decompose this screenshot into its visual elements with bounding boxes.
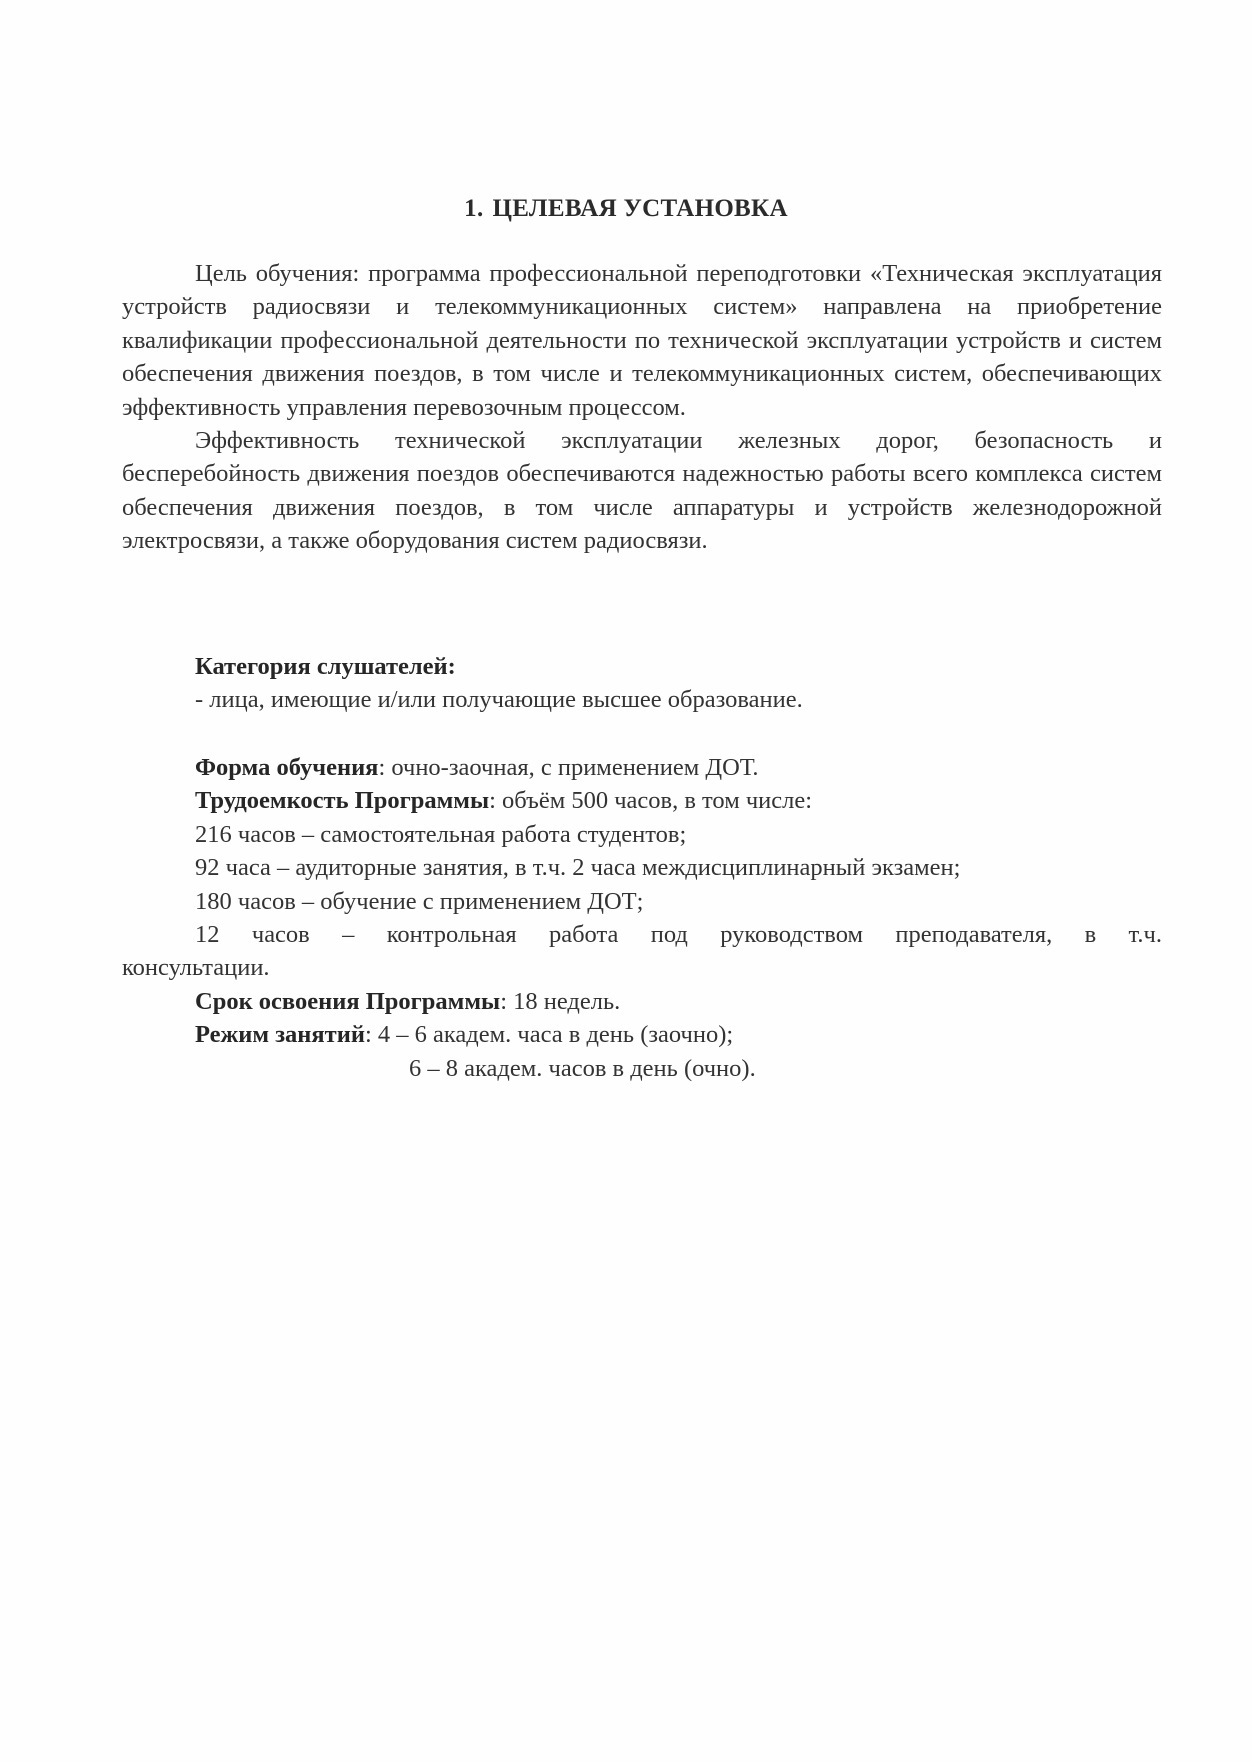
category-value: - лица, имеющие и/или получающие высшее образование.: [195, 686, 803, 714]
schedule-value-1: : 4 – 6 академ. часа в день (заочно);: [364, 1021, 734, 1049]
schedule-value-2: 6 – 8 академ. часов в день (очно).: [409, 1054, 756, 1082]
goal-paragraph-2: Эффективность технической эксплуатации железных дорог, безопасность и бесперебойность движения поездов обеспечиваются надежностью работы всего комплекса систем обеспечения движения поездов, в том числе аппаратуры и устройств железнодорожной электросвязи, а также оборудования систем радиосвязи.: [122, 427, 1162, 555]
section-number: 1.: [464, 195, 484, 222]
section-heading: [0, 195, 1252, 223]
workload-item: 92 часа – аудиторные занятия, в т.ч. 2 часа междисциплинарный экзамен;: [195, 854, 961, 882]
workload-item: 180 часов – обучение с применением ДОТ;: [195, 887, 644, 915]
form-value: : очно-заочная, с применением ДОТ.: [378, 754, 759, 781]
workload-value: : объём 500 часов, в том числе:: [489, 787, 813, 815]
goal-paragraph-1: Цель обучения: программа профессиональной переподготовки «Техническая эксплуатация устройств радиосвязи и телекоммуникационных систем» направлена на приобретение квалификации профессиональной деятельности по технической эксплуатации устройств и систем обеспечения движения поездов, в том числе и телекоммуникационных систем, обеспечивающих эффективность управления перевозочным процессом.: [122, 260, 1162, 421]
duration-value: : 18 недель.: [500, 987, 621, 1015]
category-section: [122, 650, 1162, 717]
goal-section: [122, 257, 1162, 558]
duration-row: [122, 985, 1162, 1018]
program-details-section: [122, 751, 1162, 1085]
workload-label: Трудоемкость Программы: [195, 787, 490, 815]
workload-item-last-line-2: консультации.: [122, 954, 270, 982]
workload-item-last-line-1: 12 часов – контрольная работа под руководством преподавателя, в т.ч.: [195, 921, 1162, 949]
schedule-row: [122, 1018, 1162, 1051]
workload-item: 216 часов – самостоятельная работа студентов;: [195, 820, 687, 848]
workload-row: [122, 784, 1162, 817]
category-label: Категория слушателей:: [195, 653, 456, 680]
form-row: [122, 751, 1162, 784]
form-label: Форма обучения: [195, 754, 379, 781]
section-title: ЦЕЛЕВАЯ УСТАНОВКА: [492, 195, 788, 222]
schedule-label: Режим занятий: [195, 1021, 365, 1049]
duration-label: Срок освоения Программы: [195, 987, 501, 1015]
